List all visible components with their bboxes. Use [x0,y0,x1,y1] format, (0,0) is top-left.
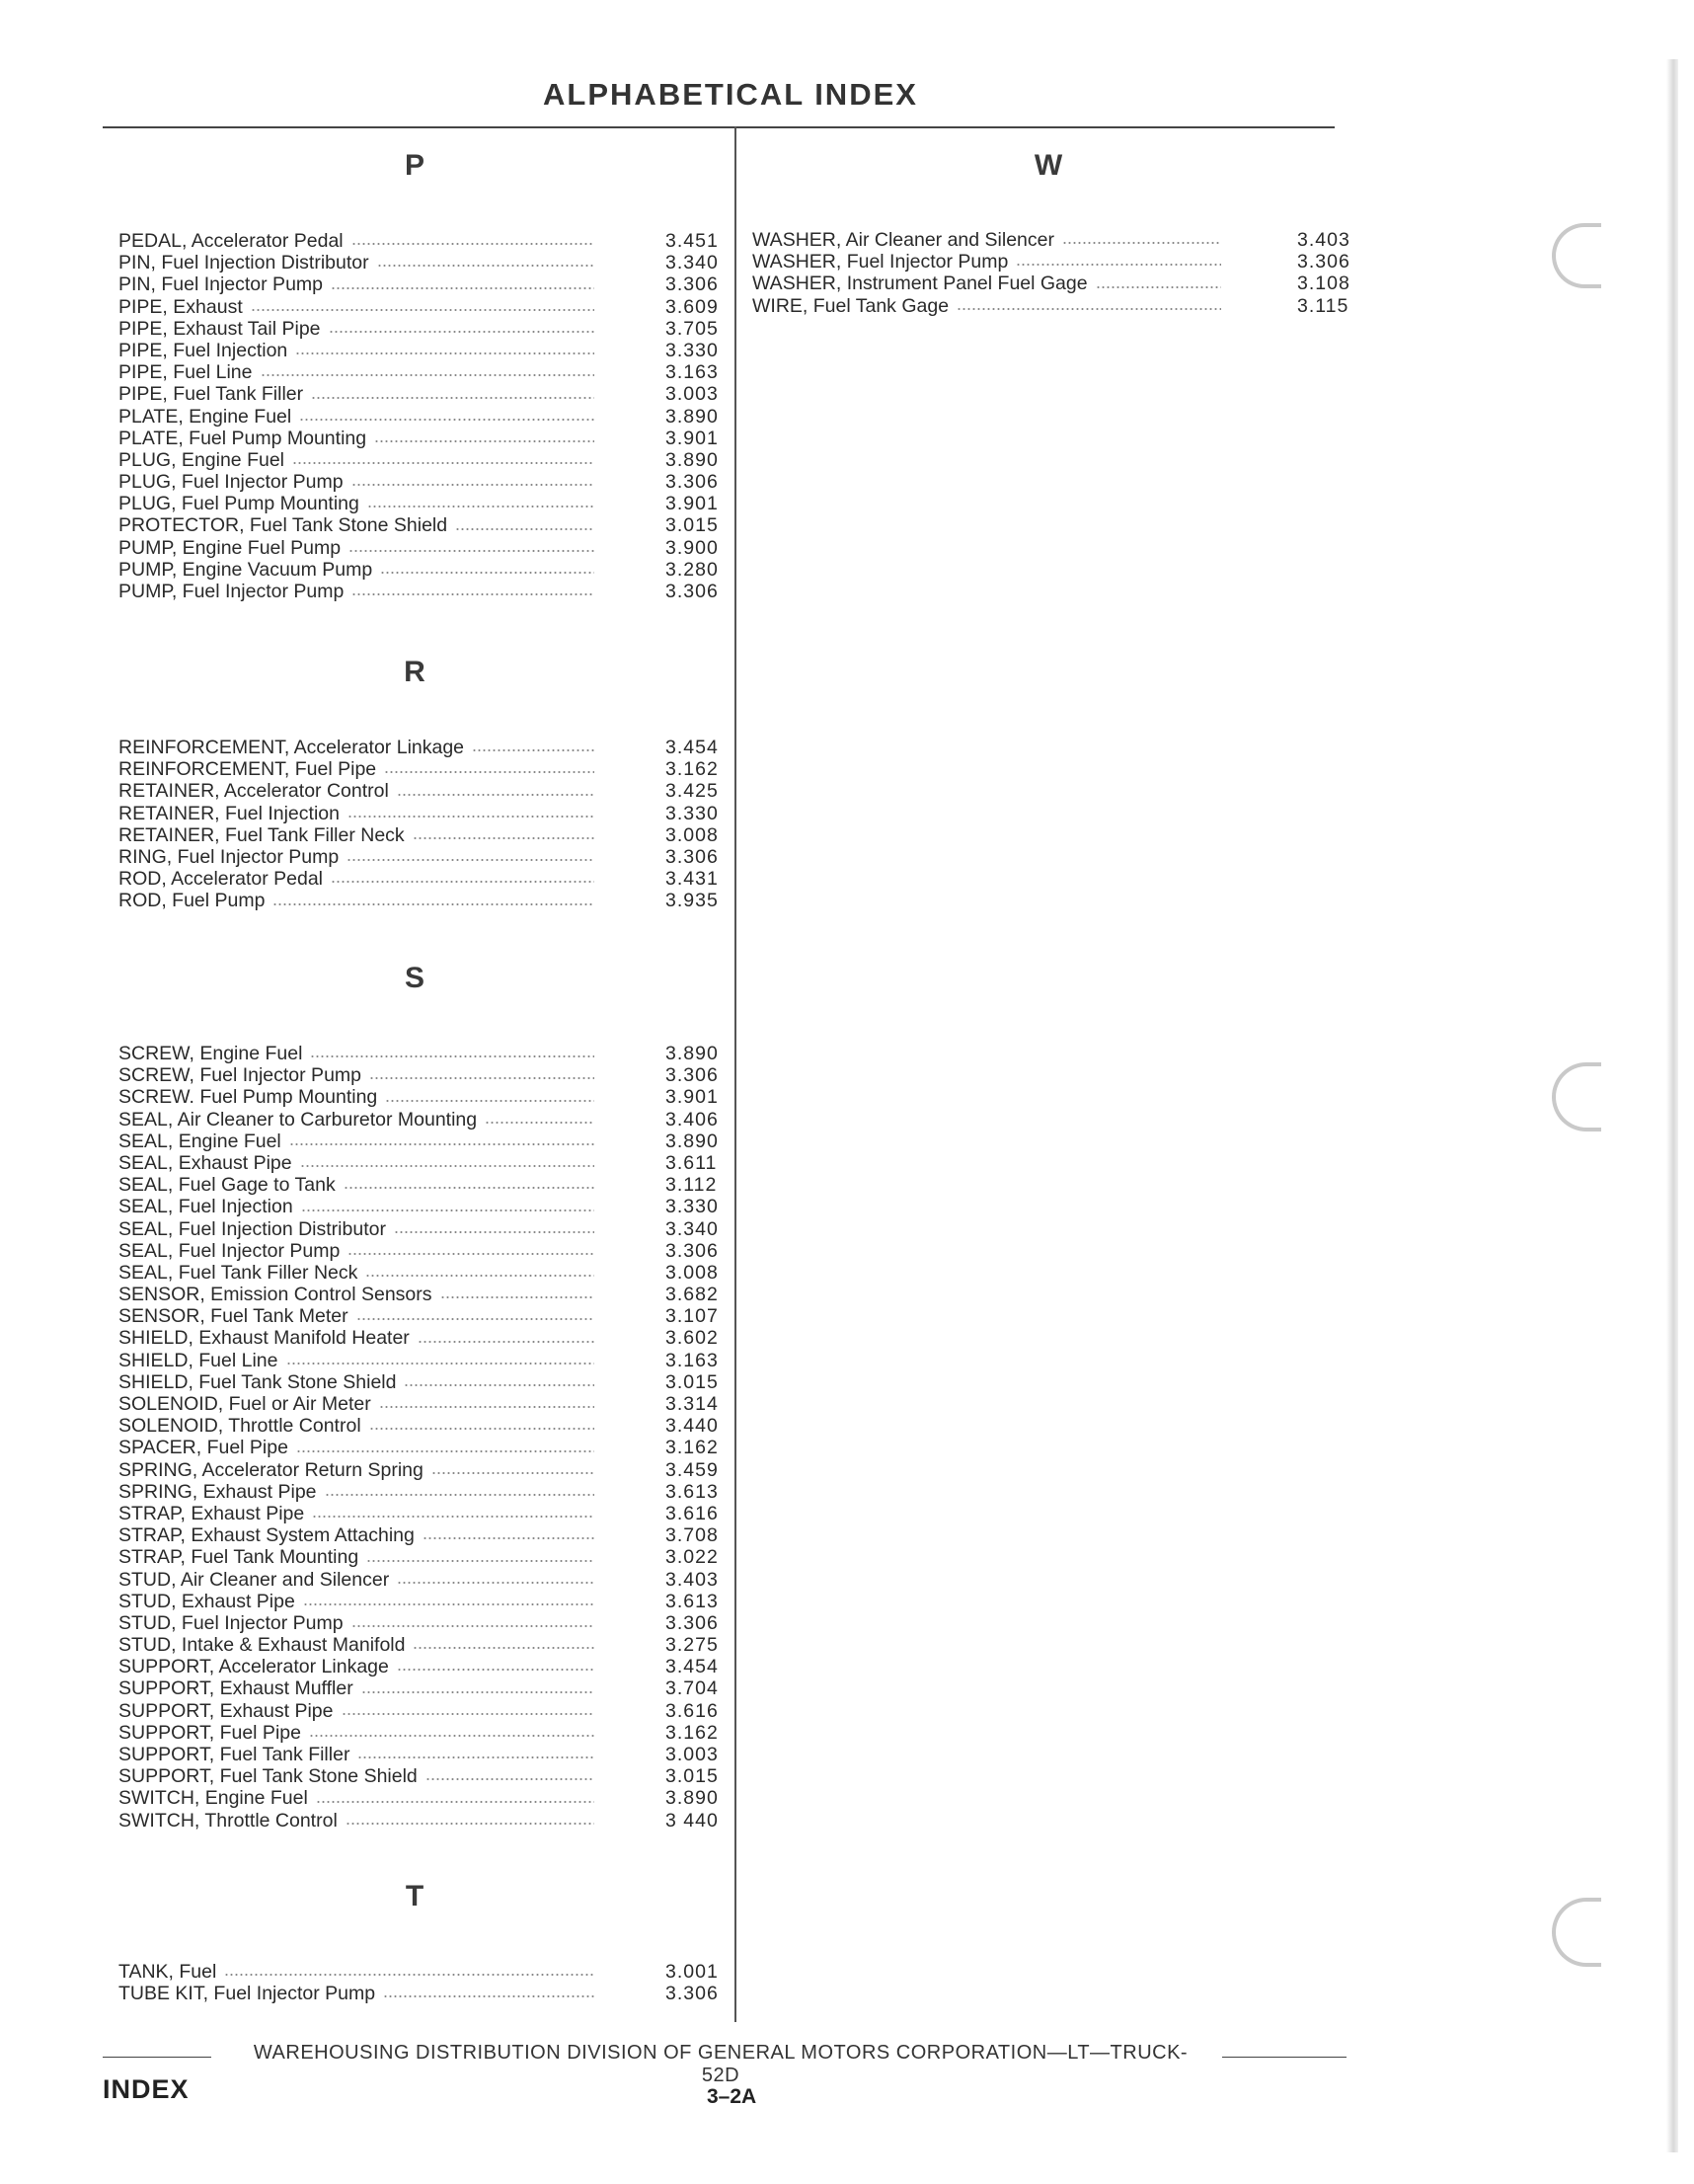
index-entry [118,559,723,581]
entry-page: 3.306 [1297,251,1350,273]
index-entry [118,296,723,318]
dot-leader [423,1535,594,1541]
entry-page: 3 440 [665,1809,719,1832]
entry-name: STRAP, Fuel Tank Mounting [118,1546,359,1569]
index-entry [118,1569,723,1591]
index-entry [118,252,723,273]
index-entry [118,1174,723,1196]
index-entry [118,1218,723,1240]
entry-name: SEAL, Air Cleaner to Carburetor Mounting [118,1108,478,1131]
entry-page: 3.890 [665,448,719,471]
index-entry [118,890,723,911]
binder-hole [1552,1062,1601,1131]
index-entry [118,361,723,383]
entry-name: SWITCH, Throttle Control [118,1809,338,1832]
index-entry [118,1064,723,1086]
dot-leader [1062,240,1221,246]
entry-page: 3.015 [665,514,719,537]
entry-name: STRAP, Exhaust Pipe [118,1502,305,1524]
entry-name: ROD, Fuel Pump [118,890,266,912]
entry-page: 3.406 [665,1108,719,1131]
entry-name: PLUG, Fuel Pump Mounting [118,493,359,515]
dot-leader [351,241,594,247]
entry-page: 3.330 [665,802,719,824]
dot-leader [300,1163,594,1169]
entry-name: SEAL, Fuel Injection [118,1196,293,1218]
index-entry [118,868,723,890]
dot-leader [272,901,594,907]
entry-name: WASHER, Air Cleaner and Silencer [752,229,1054,251]
index-entry [118,340,723,361]
page-edge-shadow [1666,59,1678,2152]
section-r [118,648,723,912]
entry-name: RETAINER, Fuel Tank Filler Neck [118,823,405,846]
entry-page: 3.451 [665,230,719,252]
entry-page: 3.306 [665,1983,719,2005]
entry-page: 3.107 [665,1305,719,1328]
entry-page: 3.306 [665,1239,719,1262]
dot-leader [329,329,594,335]
index-entry [118,449,723,471]
footer-rule-left [103,2057,211,2058]
entry-page: 3.602 [665,1327,719,1350]
dot-leader [404,1382,594,1388]
dot-leader [295,351,594,356]
entry-page: 3.935 [665,890,719,912]
index-entry [118,846,723,868]
entry-name: RETAINER, Accelerator Control [118,780,389,803]
dot-leader [384,769,594,775]
dot-leader [380,570,594,576]
index-entry [118,1371,723,1393]
dot-leader [344,1185,594,1191]
entry-name: RETAINER, Fuel Injection [118,802,340,824]
entry-page: 3.403 [1297,229,1350,251]
entry-page: 3.306 [665,471,719,494]
dot-leader [261,372,595,378]
section-letter: T [405,1880,424,1912]
dot-leader [440,1294,594,1300]
dot-leader [292,460,594,466]
entry-name: SHIELD, Fuel Line [118,1349,278,1371]
dot-leader [286,1361,595,1366]
section-letter: S [404,962,424,994]
entry-page: 3.890 [665,1787,719,1810]
dot-leader [224,1972,594,1978]
section-letter: P [404,149,424,182]
dot-leader [289,1141,594,1147]
column-divider [734,126,736,2022]
entry-name: PLATE, Fuel Pump Mounting [118,427,367,449]
footer-section-label: INDEX [103,2074,190,2104]
index-entry [118,273,723,295]
entry-name: PROTECTOR, Fuel Tank Stone Shield [118,514,448,537]
index-entry [118,737,723,758]
index-entry [118,1327,723,1349]
entry-name: SUPPORT, Accelerator Linkage [118,1656,389,1678]
dot-leader [342,1711,595,1717]
section-letter: R [404,656,425,688]
entry-page: 3.008 [665,1261,719,1284]
entry-page: 3.162 [665,758,719,781]
dot-leader [367,504,594,509]
entry-name: SENSOR, Emission Control Sensors [118,1284,432,1306]
dot-leader [303,1601,594,1607]
dot-leader [356,1316,594,1322]
index-entry [118,780,723,802]
entry-name: STUD, Exhaust Pipe [118,1590,295,1612]
index-entry [118,1043,723,1064]
dot-leader [957,306,1221,312]
dot-leader [331,879,594,885]
entry-page: 3.454 [665,737,719,758]
entry-page: 3.705 [665,317,719,340]
binder-hole [1552,223,1601,288]
index-entry [118,1722,723,1744]
index-entry [118,1109,723,1131]
section-t [118,1872,723,2004]
entry-page: 3.440 [665,1415,719,1438]
dot-leader [361,1689,594,1695]
entry-name: SUPPORT, Fuel Tank Stone Shield [118,1765,418,1788]
dot-leader [251,307,594,313]
entry-page: 3.162 [665,1437,719,1459]
entry-name: SEAL, Fuel Gage to Tank [118,1174,336,1197]
entry-name: SEAL, Engine Fuel [118,1130,281,1152]
index-entry [752,295,1354,317]
index-entry [118,1612,723,1634]
entry-name: STRAP, Exhaust System Attaching [118,1524,415,1547]
entry-page: 3.314 [665,1393,719,1415]
entry-page: 3.275 [665,1634,719,1657]
dot-leader [1016,262,1221,268]
entry-page: 3.431 [665,868,719,891]
entry-name: PIN, Fuel Injection Distributor [118,252,369,274]
index-entry [118,406,723,428]
index-entry [118,1744,723,1765]
index-entry [118,1677,723,1699]
dot-leader [366,1558,594,1564]
index-entry [118,1262,723,1284]
entry-name: PIPE, Exhaust [118,295,243,318]
dot-leader [346,857,594,863]
entry-page: 3.459 [665,1458,719,1481]
dot-leader [472,747,594,753]
entry-name: REINFORCEMENT, Accelerator Linkage [118,737,465,758]
dot-leader [369,1426,594,1432]
index-entry [118,318,723,340]
entry-name: SOLENOID, Fuel or Air Meter [118,1393,371,1415]
entry-page: 3.609 [665,295,719,318]
entry-name: SCREW, Engine Fuel [118,1043,303,1064]
entry-page: 3.306 [665,845,719,868]
index-entry [118,803,723,824]
dot-leader [351,482,594,488]
entry-name: SEAL, Fuel Injection Distributor [118,1217,386,1240]
dot-leader [431,1470,594,1476]
entry-name: PUMP, Engine Vacuum Pump [118,558,373,581]
dot-leader [1096,284,1221,290]
entry-page: 3.425 [665,780,719,803]
entry-page: 3.340 [665,252,719,274]
dot-leader [351,591,594,597]
entry-page: 3.108 [1297,273,1350,295]
entry-page: 3.613 [665,1590,719,1612]
entry-name: SCREW. Fuel Pump Mounting [118,1086,378,1109]
dot-leader [377,263,594,269]
index-entry [118,1787,723,1809]
index-entry [118,1131,723,1152]
entry-name: SENSOR, Fuel Tank Meter [118,1305,348,1328]
footer-publisher: WAREHOUSING DISTRIBUTION DIVISION OF GENERAL MOTORS CORPORATION—LT—TRUCK-52D [253,2042,1189,2086]
entry-name: WASHER, Fuel Injector Pump [752,251,1009,273]
entry-list [118,230,723,602]
index-entry [118,1961,723,1983]
entry-page: 3.163 [665,361,719,384]
header-rule [103,126,1335,128]
index-entry [118,1350,723,1371]
entry-page: 3.330 [665,339,719,361]
entry-page: 3.003 [665,1744,719,1765]
entry-name: SUPPORT, Fuel Tank Filler [118,1744,350,1765]
footer-rule-right [1222,2057,1347,2058]
index-entry [118,1305,723,1327]
dot-leader [397,1667,594,1673]
entry-page: 3.682 [665,1284,719,1306]
entry-page: 3.015 [665,1765,719,1788]
entry-page: 3.704 [665,1677,719,1700]
dot-leader [347,814,594,819]
index-entry [118,514,723,536]
index-entry [118,1196,723,1217]
dot-leader [346,1821,594,1827]
entry-page: 3.115 [1297,294,1349,317]
dot-leader [331,285,594,291]
dot-leader [309,1733,594,1739]
dot-leader [311,395,594,401]
entry-page: 3.008 [665,823,719,846]
dot-leader [485,1120,594,1126]
entry-name: TANK, Fuel [118,1961,217,1983]
entry-page: 3.613 [665,1480,719,1503]
index-entry [752,251,1354,273]
entry-name: RING, Fuel Injector Pump [118,845,340,868]
index-entry [118,1393,723,1415]
entry-page: 3.616 [665,1699,719,1722]
entry-page: 3.001 [665,1961,719,1983]
section-p [118,141,723,602]
index-entry [118,824,723,846]
dot-leader [296,1448,594,1454]
entry-name: SEAL, Exhaust Pipe [118,1151,292,1174]
index-entry [118,1546,723,1568]
entry-page: 3.611 [665,1151,718,1174]
entry-page: 3.112 [665,1174,718,1197]
dot-leader [379,1404,594,1410]
dot-leader [316,1799,594,1805]
index-entry [118,471,723,493]
section-s [118,954,723,1832]
dot-leader [301,1208,594,1213]
entry-name: PIN, Fuel Injector Pump [118,273,323,296]
index-entry [118,1086,723,1108]
index-entry [118,1437,723,1458]
index-entry [118,1459,723,1481]
dot-leader [347,1251,594,1257]
index-entry [118,428,723,449]
section-letter: W [1034,149,1063,182]
index-entry [118,1284,723,1305]
dot-leader [312,1514,594,1520]
index-entry [118,1656,723,1677]
entry-name: SPRING, Exhaust Pipe [118,1480,317,1503]
entry-name: SEAL, Fuel Tank Filler Neck [118,1261,358,1284]
index-entry [118,758,723,780]
entry-name: PLUG, Engine Fuel [118,448,285,471]
page-title: ALPHABETICAL INDEX [543,77,918,112]
index-entry [118,581,723,602]
entry-page: 3.340 [665,1217,719,1240]
binder-hole [1552,1898,1601,1967]
entry-name: TUBE KIT, Fuel Injector Pump [118,1983,376,2005]
dot-leader [397,792,594,798]
entry-page: 3.890 [665,1043,719,1064]
index-entry [118,1591,723,1612]
entry-name: REINFORCEMENT, Fuel Pipe [118,758,377,781]
dot-leader [310,1053,594,1059]
dot-leader [299,417,594,423]
entry-name: SUPPORT, Exhaust Muffler [118,1677,353,1700]
index-entry [118,1983,723,2004]
entry-name: PIPE, Fuel Line [118,361,253,384]
entry-name: SHIELD, Exhaust Manifold Heater [118,1327,410,1350]
index-entry [118,1765,723,1787]
index-entry [118,383,723,405]
dot-leader [455,526,594,532]
index-entry [118,493,723,514]
entry-page: 3.015 [665,1370,719,1393]
entry-page: 3.306 [665,1064,719,1087]
entry-name: SWITCH, Engine Fuel [118,1787,308,1810]
entry-name: ROD, Accelerator Pedal [118,868,324,891]
entry-page: 3.022 [665,1546,719,1569]
entry-page: 3.901 [665,493,719,515]
index-entry [118,1481,723,1503]
index-entry [118,1240,723,1262]
dot-leader [397,1580,594,1586]
entry-page: 3.901 [665,427,719,449]
index-entry [118,1152,723,1174]
index-entry [118,1524,723,1546]
entry-page: 3.162 [665,1721,719,1744]
entry-page: 3.890 [665,1130,719,1152]
dot-leader [369,1075,594,1081]
entry-page: 3.900 [665,536,719,559]
entry-name: SPRING, Accelerator Return Spring [118,1458,424,1481]
dot-leader [385,1098,594,1104]
index-entry [752,229,1354,251]
dot-leader [325,1492,594,1498]
entry-page: 3.306 [665,1611,719,1634]
index-entry [118,230,723,252]
entry-page: 3.306 [665,273,719,296]
entry-name: WASHER, Instrument Panel Fuel Gage [752,273,1088,295]
dot-leader [365,1273,594,1279]
dot-leader [425,1776,594,1782]
index-entry [118,1634,723,1656]
index-entry [752,273,1354,294]
entry-page: 3.616 [665,1502,719,1524]
index-entry [118,537,723,559]
entry-name: PIPE, Fuel Injection [118,339,288,361]
entry-name: PLATE, Engine Fuel [118,405,292,428]
dot-leader [348,548,594,554]
dot-leader [413,1645,594,1651]
entry-page: 3.890 [665,405,719,428]
entry-name: SUPPORT, Exhaust Pipe [118,1699,334,1722]
dot-leader [413,835,594,841]
entry-page: 3.403 [665,1568,719,1591]
entry-page: 3.901 [665,1086,719,1109]
index-entry [118,1415,723,1437]
entry-name: PEDAL, Accelerator Pedal [118,230,344,252]
dot-leader [383,1993,594,1999]
entry-name: STUD, Air Cleaner and Silencer [118,1568,390,1591]
dot-leader [394,1229,594,1235]
entry-name: SHIELD, Fuel Tank Stone Shield [118,1370,397,1393]
entry-page: 3.306 [665,581,719,602]
entry-name: PIPE, Exhaust Tail Pipe [118,317,321,340]
entry-name: SCREW, Fuel Injector Pump [118,1064,361,1087]
entry-list [118,1043,723,1832]
index-entry [118,1503,723,1524]
entry-list [118,1961,723,2004]
dot-leader [374,438,594,444]
entry-page: 3.163 [665,1349,719,1371]
entry-list [118,737,723,912]
entry-page: 3.330 [665,1196,719,1218]
entry-name: PLUG, Fuel Injector Pump [118,471,344,494]
dot-leader [418,1339,594,1345]
dot-leader [357,1755,594,1760]
entry-page: 3.003 [665,383,719,406]
entry-name: PUMP, Fuel Injector Pump [118,581,345,602]
entry-page: 3.280 [665,558,719,581]
entry-list [752,229,1354,317]
entry-name: PUMP, Engine Fuel Pump [118,536,342,559]
entry-page: 3.454 [665,1656,719,1678]
entry-name: SPACER, Fuel Pipe [118,1437,288,1459]
index-entry [118,1700,723,1722]
entry-name: PIPE, Fuel Tank Filler [118,383,304,406]
entry-name: SUPPORT, Fuel Pipe [118,1721,301,1744]
index-entry [118,1810,723,1832]
entry-name: STUD, Intake & Exhaust Manifold [118,1634,406,1657]
page-number: 3–2A [707,2085,757,2108]
entry-page: 3.708 [665,1524,719,1547]
dot-leader [351,1623,594,1629]
entry-name: WIRE, Fuel Tank Gage [752,294,950,317]
section-w [752,141,1354,317]
entry-name: STUD, Fuel Injector Pump [118,1611,344,1634]
entry-name: SEAL, Fuel Injector Pump [118,1239,341,1262]
entry-name: SOLENOID, Throttle Control [118,1415,361,1438]
